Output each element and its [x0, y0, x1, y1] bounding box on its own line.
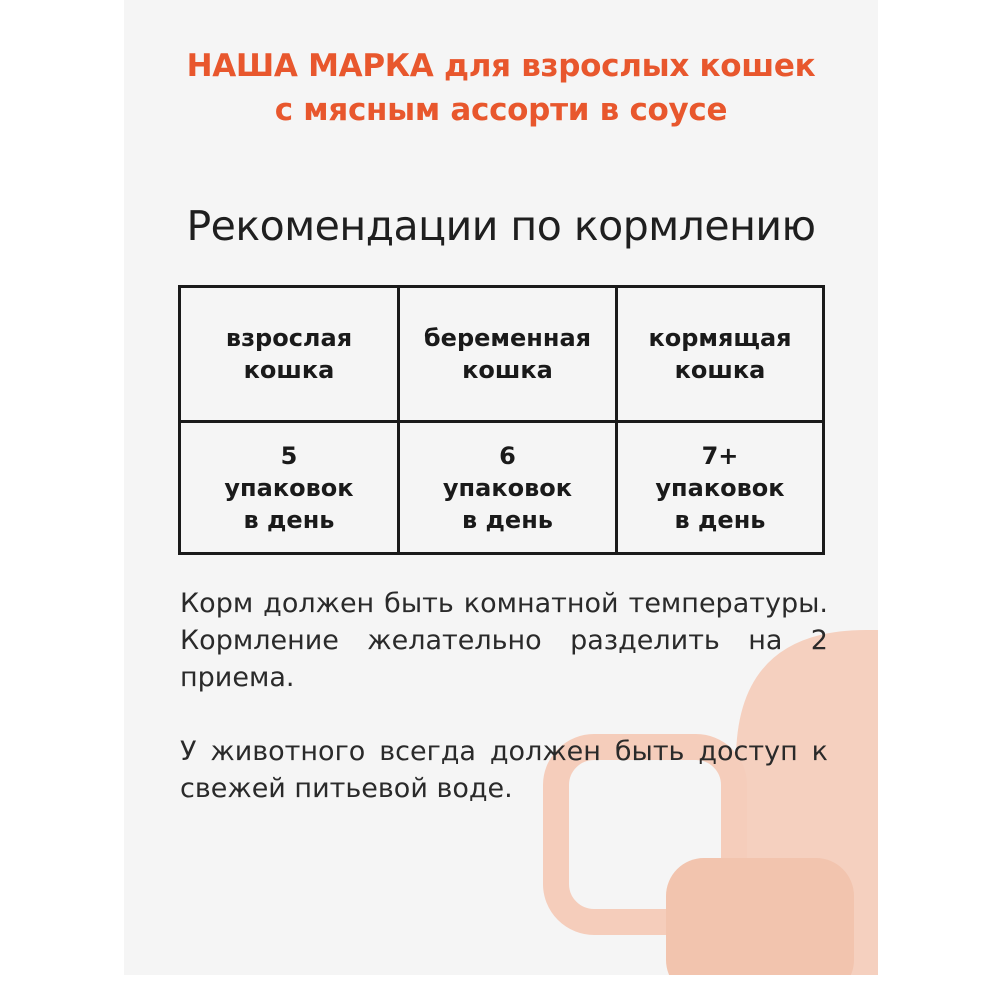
- table-header-text: взрослая: [225, 324, 353, 352]
- table-header-cell: [400, 288, 618, 423]
- feeding-notes: [180, 585, 828, 807]
- table-value-period: в день: [674, 505, 766, 534]
- product-title-line-1: НАША МАРКА для взрослых кошек: [186, 48, 816, 84]
- table-value-period: в день: [243, 505, 335, 534]
- note-paragraph: Корм должен быть комнатной температуры. Кормление желательно разделить на 2 приема.: [180, 588, 828, 693]
- table-header-cell: [618, 288, 822, 423]
- table-value-cell: [181, 423, 400, 552]
- decor-rounded-square-filled: [666, 858, 854, 975]
- table-value-cell: [400, 423, 618, 552]
- product-title-line-2: с мясным ассорти в соусе: [274, 92, 728, 128]
- note-paragraph: У животного всегда должен быть доступ к свежей питьевой воде.: [180, 736, 828, 804]
- product-title: [124, 44, 878, 132]
- table-value-number: 7+: [701, 441, 739, 470]
- table-header-text: беременная: [423, 324, 592, 352]
- table-header-text: кошка: [243, 356, 335, 384]
- table-value-unit: упаковок: [442, 473, 573, 502]
- table-value-number: 6: [499, 441, 516, 470]
- table-header-text: кормящая: [648, 324, 792, 352]
- table-value-unit: упаковок: [224, 473, 354, 502]
- table-header-text: кошка: [462, 356, 553, 384]
- table-header-cell: [181, 288, 400, 423]
- product-info-card: [124, 0, 878, 975]
- feeding-table: [178, 285, 825, 555]
- table-value-cell: [618, 423, 822, 552]
- section-title: Рекомендации по кормлению: [186, 202, 816, 250]
- table-header-text: кошка: [674, 356, 766, 384]
- table-value-number: 5: [280, 441, 298, 470]
- table-value-unit: упаковок: [655, 473, 785, 502]
- table-value-period: в день: [462, 505, 553, 534]
